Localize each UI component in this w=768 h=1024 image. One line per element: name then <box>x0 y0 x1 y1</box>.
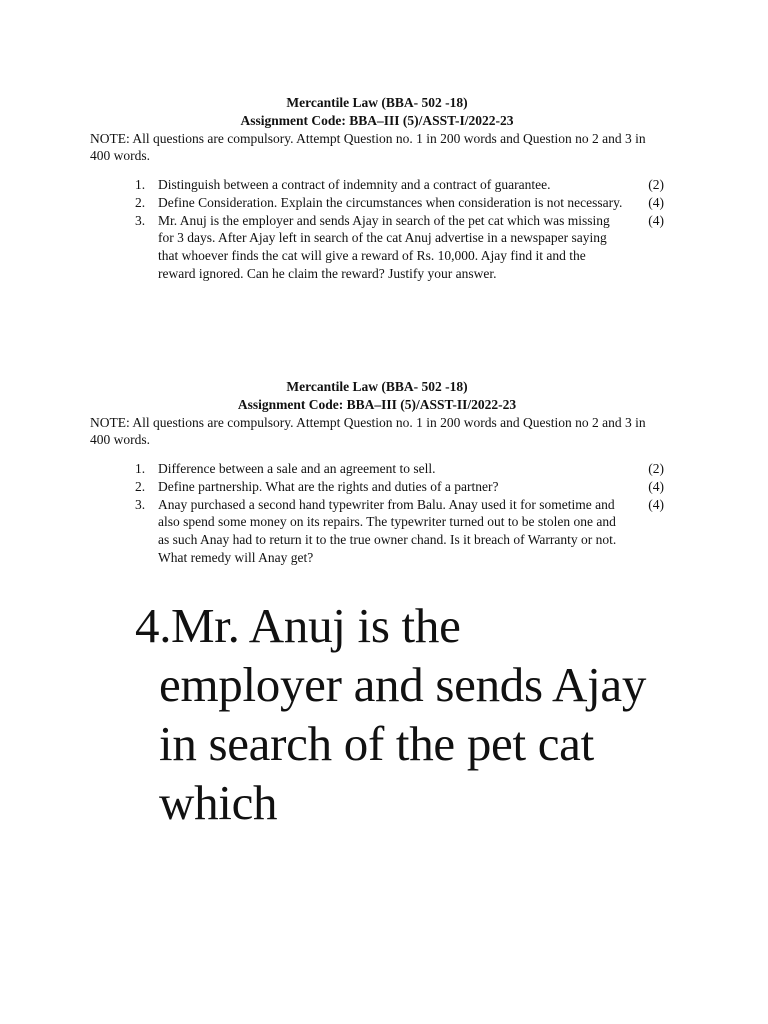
question-text: Define Consideration. Explain the circumstances when consideration is not necessary. <box>158 194 623 210</box>
question-number: 2. <box>135 478 146 494</box>
question-text: Anay purchased a second hand typewriter from Balu. Anay used it for sometime and also spend some money on its repairs. The typewriter turned out to be stolen one and as such Anay had to return it to the true owner chand. Is it breach of Warranty or not. What remedy will Anay get? <box>158 496 617 565</box>
question-number: 3. <box>135 212 146 228</box>
question-marks: (2) <box>648 177 664 192</box>
assignment-code: Assignment Code: BBA–III (5)/ASST-I/2022-23 <box>240 113 514 128</box>
enlarged-question-body: Mr. Anuj is the employer and sends Ajay in search of the pet cat which <box>159 598 647 830</box>
question-marks: (4) <box>648 496 664 512</box>
question-marks: (2) <box>648 461 664 476</box>
question-item <box>90 478 664 496</box>
question-item <box>90 194 664 212</box>
question-text: Distinguish between a contract of indemnity and a contract of guarantee. <box>158 177 551 192</box>
assignment-section-1 <box>90 94 664 283</box>
enlarged-question <box>135 596 655 832</box>
enlarged-question-number: 4. <box>135 598 172 653</box>
question-marks: (4) <box>648 194 664 210</box>
question-text: Define partnership. What are the rights and duties of a partner? <box>158 478 499 494</box>
question-marks: (4) <box>648 212 664 228</box>
question-list <box>90 176 664 283</box>
course-title: Mercantile Law (BBA- 502 -18) <box>286 95 468 110</box>
question-number: 1. <box>135 177 146 192</box>
note-text: NOTE: All questions are compulsory. Attempt Question no. 1 in 200 words and Question no 2 and 3 in 400 words. <box>90 131 646 163</box>
question-item <box>90 460 664 478</box>
question-text: Mr. Anuj is the employer and sends Ajay in search of the pet cat which was missing for 3 days. After Ajay left in search of the cat Anuj advertise in a newspaper saying that whoever finds the cat will give a reward of Rs. 10,000. Ajay find it and the reward ignored. Can he claim the reward? Justify your answer. <box>158 212 610 281</box>
question-number: 1. <box>135 461 146 476</box>
question-text: Difference between a sale and an agreement to sell. <box>158 461 436 476</box>
question-item <box>90 212 664 283</box>
question-number: 3. <box>135 496 146 512</box>
question-number: 2. <box>135 194 146 210</box>
question-item <box>90 176 664 194</box>
course-title: Mercantile Law (BBA- 502 -18) <box>286 379 468 394</box>
question-marks: (4) <box>648 478 664 494</box>
question-list <box>90 460 664 567</box>
assignment-code: Assignment Code: BBA–III (5)/ASST-II/2022-23 <box>237 397 517 412</box>
note-text: NOTE: All questions are compulsory. Attempt Question no. 1 in 200 words and Question no 2 and 3 in 400 words. <box>90 415 646 447</box>
enlarged-question-text <box>135 596 655 832</box>
assignment-section-2 <box>90 378 664 567</box>
question-item <box>90 496 664 567</box>
